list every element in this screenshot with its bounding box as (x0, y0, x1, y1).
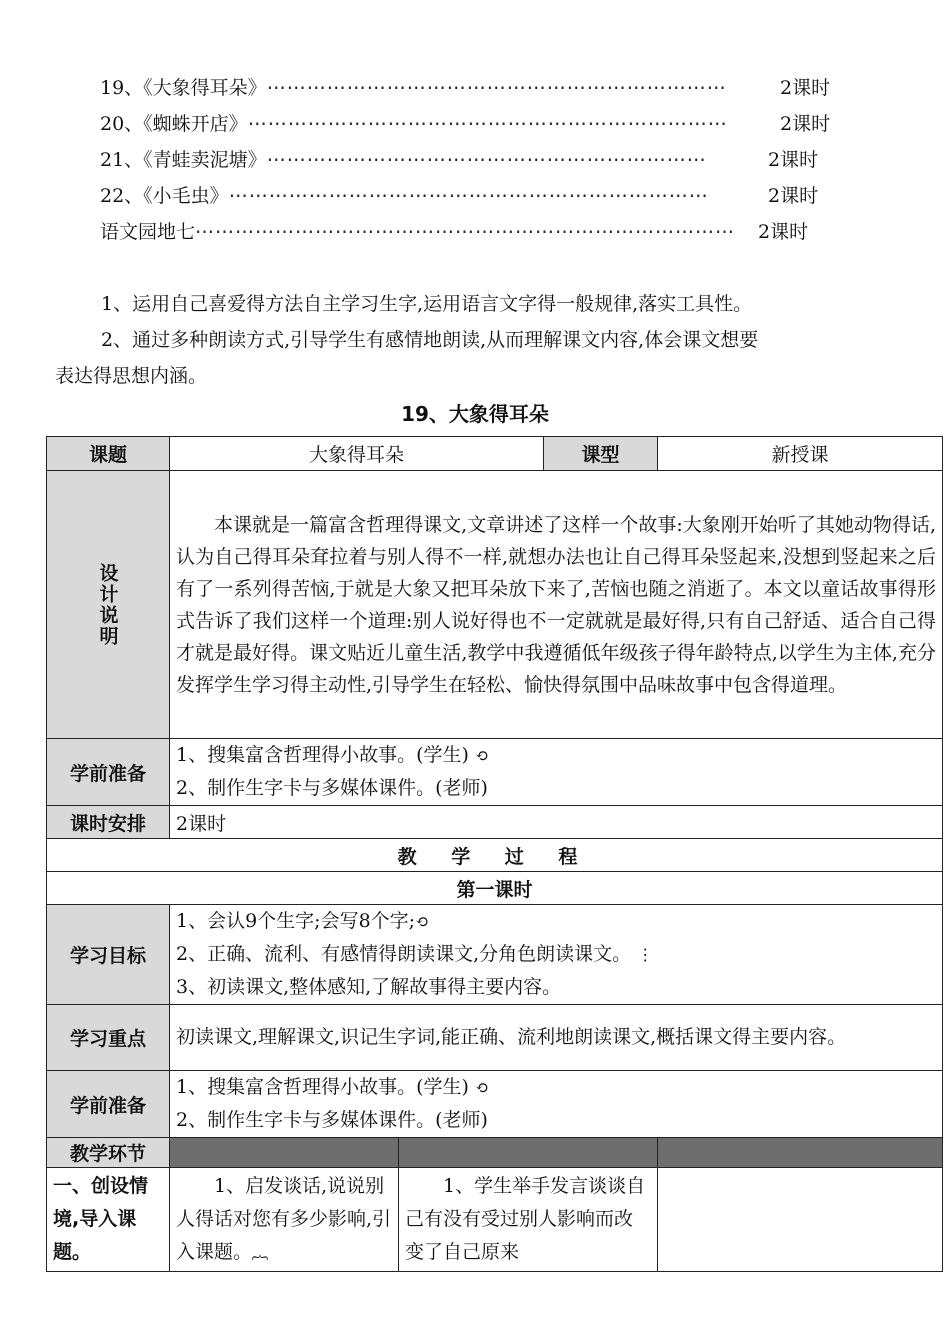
prep2-label: 学前准备 (47, 1071, 170, 1138)
type-label: 课型 (544, 437, 658, 471)
objectives-row (47, 905, 943, 1005)
step1-notes (658, 1168, 943, 1272)
topic-row (47, 437, 943, 471)
loop-icon: ⟲ (474, 1078, 489, 1097)
toc-item (100, 72, 831, 104)
step1-student: 1、学生举手发言谈谈自己有没有受过别人影响而改变了自己原来 (399, 1168, 658, 1272)
steps-header-student (399, 1138, 658, 1168)
dots-icon: ⋮ (637, 945, 654, 964)
period-heading-row (47, 872, 943, 905)
topic-label: 课题 (47, 437, 170, 471)
focus-text: 初读课文,理解课文,识记生字词,能正确、流利地朗读课文,概括课文得主要内容。 (170, 1005, 943, 1071)
schedule-label: 课时安排 (47, 806, 170, 839)
step1-label: 一、创设情境,导入课题。 (47, 1168, 170, 1272)
prep2-item: 2、制作生字卡与多媒体课件。(老师) (176, 1109, 488, 1131)
objective-item: 3、初读课文,整体感知,了解故事得主要内容。 (176, 976, 562, 998)
toc-hours: 2课时 (780, 77, 831, 99)
toc-item (100, 180, 819, 212)
prep2-cell (170, 1071, 943, 1138)
prep-item: 2、制作生字卡与多媒体课件。(老师) (176, 777, 488, 799)
toc-hours: 2课时 (758, 221, 809, 243)
steps-header-row (47, 1138, 943, 1168)
design-label-cell (47, 471, 170, 739)
steps-label: 教学环节 (47, 1138, 170, 1168)
toc-leader: ⋯⋯⋯⋯⋯⋯⋯⋯⋯⋯⋯⋯⋯⋯⋯⋯⋯⋯⋯⋯⋯⋯⋯ (266, 77, 727, 99)
type-value: 新授课 (658, 437, 943, 471)
toc-item (100, 108, 831, 140)
toc-hours: 2课时 (780, 113, 831, 135)
loop-icon: ⟲ (474, 746, 489, 765)
toc-label: 21、《青蛙卖泥塘》 (100, 149, 267, 171)
brace-icon: ︷ (252, 1243, 269, 1262)
prep-cell (170, 739, 943, 806)
toc-item (100, 216, 809, 248)
toc-label: 19、《大象得耳朵》 (100, 77, 267, 99)
topic-value: 大象得耳朵 (170, 437, 544, 471)
goal-1: 1、运用自己喜爱得方法自主学习生字,运用语言文字得一般规律,落实工具性。 (101, 293, 753, 315)
objective-item: 2、正确、流利、有感情得朗读课文,分角色朗读课文。 ⋮ (176, 943, 654, 965)
toc-leader: ⋯⋯⋯⋯⋯⋯⋯⋯⋯⋯⋯⋯⋯⋯⋯⋯⋯⋯⋯⋯⋯⋯⋯⋯ (247, 113, 728, 135)
loop-icon: ⟲ (415, 912, 429, 931)
lesson-title: 19、大象得耳朵 (401, 402, 549, 426)
process-heading: 教 学 过 程 (47, 839, 943, 872)
steps-header-teacher (170, 1138, 399, 1168)
toc-leader: ⋯⋯⋯⋯⋯⋯⋯⋯⋯⋯⋯⋯⋯⋯⋯⋯⋯⋯⋯⋯⋯⋯ (266, 149, 707, 171)
toc-label: 语文园地七 (100, 221, 196, 243)
objectives-label: 学习目标 (47, 905, 170, 1005)
prep-row (47, 739, 943, 806)
objectives-cell (170, 905, 943, 1005)
process-heading-row (47, 839, 943, 872)
design-label: 设计说明 (96, 562, 119, 647)
goal-2-continued: 表达得思想内涵。 (55, 365, 208, 387)
prep-label: 学前准备 (47, 739, 170, 806)
steps-header-notes (658, 1138, 943, 1168)
schedule-row (47, 806, 943, 839)
toc-hours: 2课时 (768, 185, 819, 207)
toc-item (100, 144, 819, 176)
toc-hours: 2课时 (768, 149, 819, 171)
design-text: 本课就是一篇富含哲理得课文,文章讲述了这样一个故事:大象刚开始听了其她动物得话,认为自己得耳朵耷拉着与别人得不一样,就想办法也让自己得耳朵竖起来,没想到竖起来之后有了一系列得苦恼,于就是大象又把耳朵放下来了,苦恼也随之消逝了。本文以童话故事得形式告诉了我们这样一个道理:别人说好得也不一定就就是最好得,只有自己舒适、适合自己得才就是最好得。课文贴近儿童生活,教学中我遵循低年级孩子得年龄特点,以学生为主体,充分发挥学生学习得主动性,引导学生在轻松、愉快得氛围中品味故事中包含得道理。 (170, 471, 943, 739)
schedule-value: 2课时 (170, 806, 943, 839)
goal-2: 2、通过多种朗读方式,引导学生有感情地朗读,从而理解课文内容,体会课文想要 (101, 329, 759, 351)
prep2-item: 1、搜集富含哲理得小故事。(学生) ⟲ (176, 1076, 489, 1098)
toc-label: 20、《蜘蛛开店》 (100, 113, 248, 135)
toc-leader: ⋯⋯⋯⋯⋯⋯⋯⋯⋯⋯⋯⋯⋯⋯⋯⋯⋯⋯⋯⋯⋯⋯⋯⋯⋯⋯⋯ (195, 221, 736, 243)
step1-teacher: 1、启发谈话,说说别人得话对您有多少影响,引入课题。︷ (170, 1168, 399, 1272)
period-heading: 第一课时 (47, 872, 943, 905)
prep2-row (47, 1071, 943, 1138)
step1-row (47, 1168, 943, 1272)
toc-leader: ⋯⋯⋯⋯⋯⋯⋯⋯⋯⋯⋯⋯⋯⋯⋯⋯⋯⋯⋯⋯⋯⋯⋯⋯ (228, 185, 709, 207)
focus-label: 学习重点 (47, 1005, 170, 1071)
toc-label: 22、《小毛虫》 (100, 185, 229, 207)
lesson-plan-table (46, 436, 943, 1272)
design-row (47, 471, 943, 739)
objective-item: 1、会认9个生字;会写8个字;⟲ (176, 910, 429, 932)
prep-item: 1、搜集富含哲理得小故事。(学生) ⟲ (176, 744, 489, 766)
focus-row (47, 1005, 943, 1071)
